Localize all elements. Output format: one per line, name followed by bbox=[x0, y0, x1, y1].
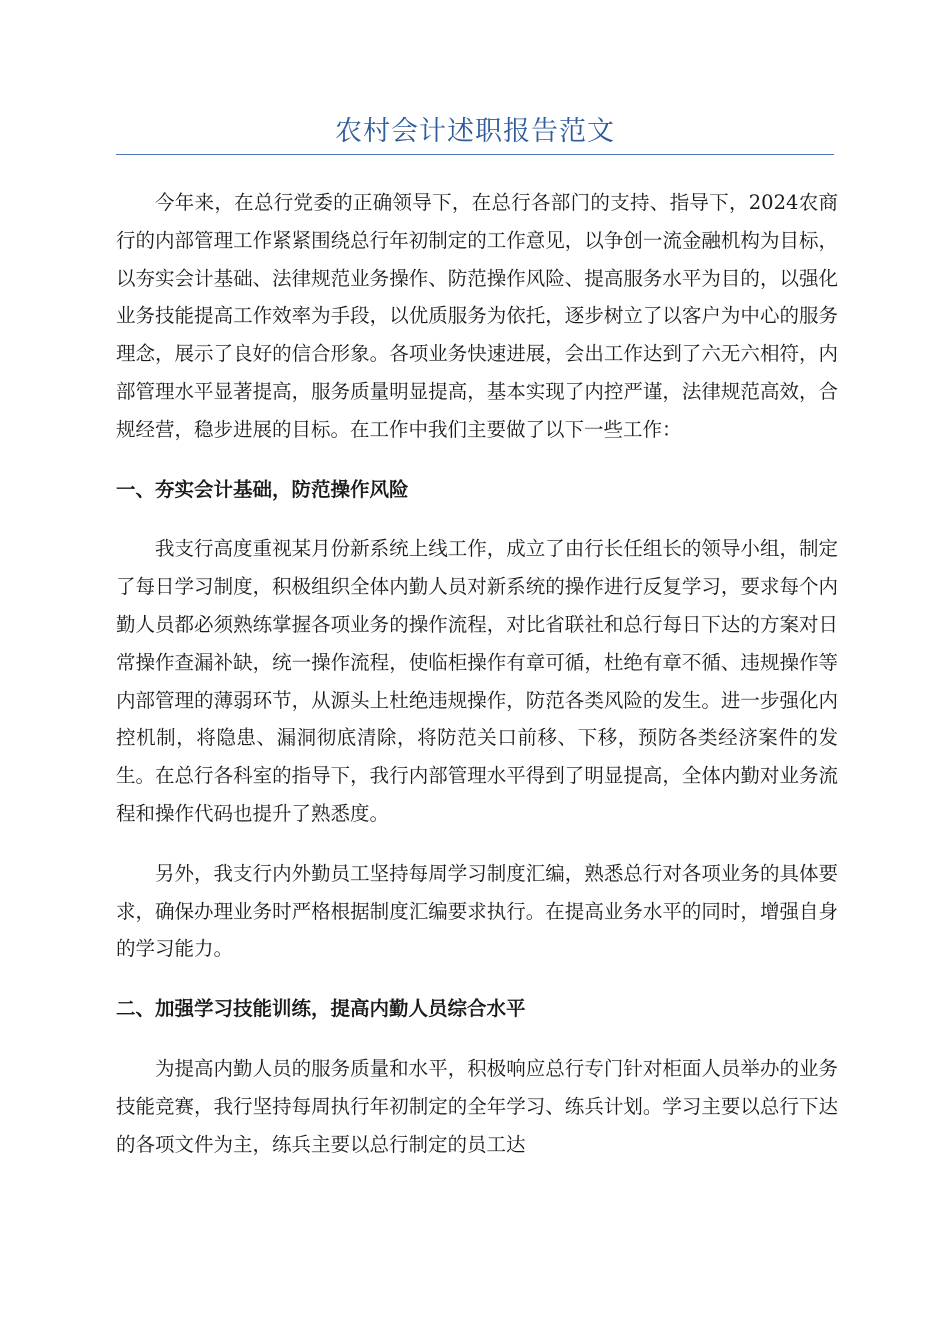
section-2-paragraph-1: 为提高内勤人员的服务质量和水平，积极响应总行专门针对柜面人员举办的业务技能竞赛，我行坚持每周执行年初制定的全年学习、练兵计划。学习主要以总行下达的各项文件为主，练兵主要以总行制定的员工达 bbox=[116, 1056, 838, 1156]
section-heading-2: 二、加强学习技能训练，提高内勤人员综合水平 bbox=[116, 997, 526, 1021]
section-heading-1: 一、夯实会计基础，防范操作风险 bbox=[116, 477, 409, 501]
document-body bbox=[116, 142, 838, 1163]
page-title: 农村会计述职报告范文 bbox=[335, 116, 615, 147]
spacer bbox=[116, 968, 838, 990]
spacer bbox=[116, 508, 838, 530]
spacer bbox=[116, 833, 838, 855]
section-1-paragraph-1: 我支行高度重视某月份新系统上线工作，成立了由行长任组长的领导小组，制定了每日学习制度，积极组织全体内勤人员对新系统的操作进行反复学习，要求每个内勤人员都必须熟练掌握各项业务的操作流程，对比省联社和总行每日下达的方案对日常操作查漏补缺，统一操作流程，使临柜操作有章可循，杜绝有章不循、违规操作等内部管理的薄弱环节，从源头上杜绝违规操作，防范各类风险的发生。进一步强化内控机制，将隐患、漏洞彻底清除，将防范关口前移、下移，预防各类经济案件的发生。在总行各科室的指导下，我行内部管理水平得到了明显提高，全体内勤对业务流程和操作代码也提升了熟悉度。 bbox=[116, 537, 838, 825]
spacer bbox=[116, 1028, 838, 1050]
intro-paragraph: 今年来，在总行党委的正确领导下，在总行各部门的支持、指导下，2024农商行的内部管理工作紧紧围绕总行年初制定的工作意见，以争创一流金融机构为目标，以夯实会计基础、法律规范业务操作、防范操作风险、提高服务水平为目的，以强化业务技能提高工作效率为手段，以优质服务为依托，逐步树立了以客户为中心的服务理念，展示了良好的信合形象。各项业务快速进展，会出工作达到了六无六相符，内部管理水平显著提高，服务质量明显提高，基本实现了内控严谨，法律规范高效，合规经营，稳步进展的目标。在工作中我们主要做了以下一些工作： bbox=[116, 191, 838, 441]
section-1-paragraph-2: 另外，我支行内外勤员工坚持每周学习制度汇编，熟悉总行对各项业务的具体要求，确保办理业务时严格根据制度汇编要求执行。在提高业务水平的同时，增强自身的学习能力。 bbox=[116, 861, 838, 961]
spacer bbox=[116, 449, 838, 471]
